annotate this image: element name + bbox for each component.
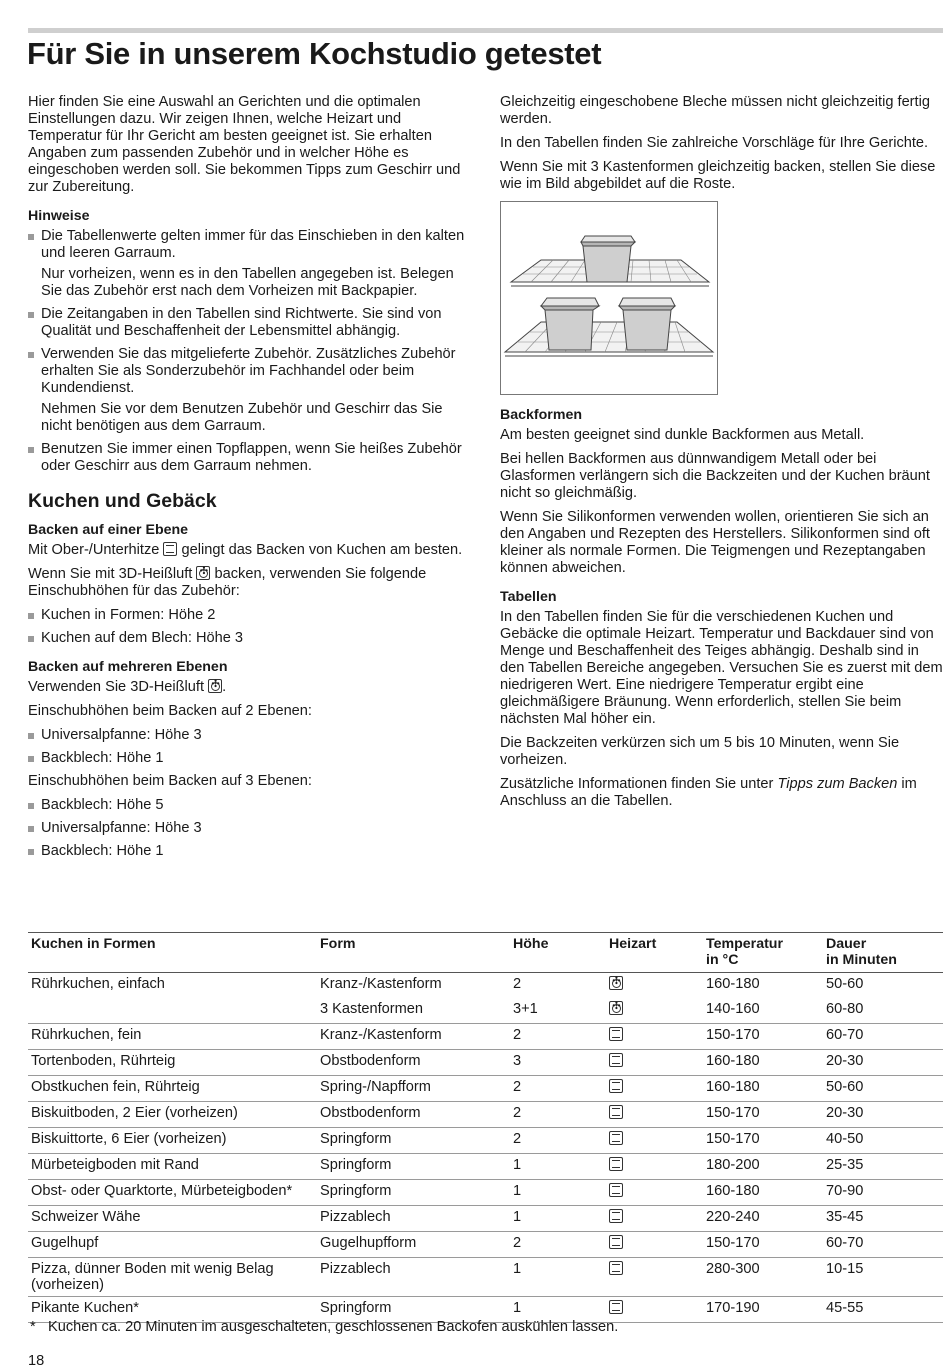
cell-form: Springform (317, 1128, 510, 1154)
right-paragraph-1: Gleichzeitig eingeschobene Bleche müssen nicht gleichzeitig fertig werden. (500, 94, 930, 127)
cell-name: Biskuittorte, 6 Eier (vorheizen) (28, 1128, 317, 1154)
top-bottom-heat-icon (609, 1105, 623, 1119)
cell-temp: 220-240 (703, 1206, 823, 1232)
cell-form: Springform (317, 1154, 510, 1180)
list-item: Universalpfanne: Höhe 3 (28, 820, 472, 837)
cell-hoehe: 2 (510, 1128, 606, 1154)
cell-heizart (606, 1258, 703, 1297)
cell-form: Springform (317, 1297, 510, 1323)
header-form: Form (317, 933, 510, 973)
hinweis-text: Benutzen Sie immer einen Topflappen, wenn Sie heißes Zubehör oder Geschirr aus dem Garraum nehmen. (41, 441, 462, 474)
cell-heizart (606, 1180, 703, 1206)
cell-form: Obstbodenform (317, 1050, 510, 1076)
cell-heizart (606, 1102, 703, 1128)
table-row (28, 1076, 943, 1102)
cell-heizart (606, 1297, 703, 1323)
top-bottom-heat-icon (609, 1183, 623, 1197)
cell-hoehe: 1 (510, 1297, 606, 1323)
cell-temp: 150-170 (703, 1102, 823, 1128)
ebene-paragraph-1: Mit Ober-/Unterhitze gelingt das Backen von Kuchen am besten. (28, 542, 463, 558)
hinweis-text: Die Tabellenwerte gelten immer für das Einschieben in den kalten und leeren Garraum. (41, 228, 465, 261)
table-row (28, 973, 943, 999)
loaf-pans-illustration (500, 201, 718, 395)
right-paragraph-2: In den Tabellen finden Sie zahlreiche Vorschläge für Ihre Gerichte. (500, 135, 929, 151)
cell-dauer: 70-90 (823, 1180, 943, 1206)
ebene-paragraph-2: Wenn Sie mit 3D-Heißluft ✣ backen, verwenden Sie folgende Einschubhöhen für das Zubehör: (28, 566, 472, 600)
list-item: Backblech: Höhe 5 (28, 797, 472, 814)
header-temperatur: Temperatur in °C (703, 933, 823, 973)
top-bottom-heat-icon (609, 1157, 623, 1171)
right-paragraph-3: Wenn Sie mit 3 Kastenformen gleichzeitig backen, stellen Sie diese wie im Bild abgebildet auf die Roste. (500, 159, 936, 192)
cell-name: Rührkuchen, fein (28, 1024, 317, 1050)
tabellen-paragraph: Die Backzeiten verkürzen sich um 5 bis 10 Minuten, wenn Sie vorheizen. (500, 735, 900, 768)
cell-heizart (606, 973, 703, 999)
top-bottom-heat-icon (609, 1053, 623, 1067)
hinweis-text: Die Zeitangaben in den Tabellen sind Richtwerte. Sie sind von Qualität und Beschaffenheit der Lebensmittel abhängig. (41, 306, 442, 339)
tabellen-paragraph: In den Tabellen finden Sie für die verschiedenen Kuchen und Gebäcke die optimale Heizart. Temperatur und Backdauer sind von Menge und Beschaffenheit des Teiges abhängig. Deshalb sind in den Tabellen Bereiche angegeben. Versuchen Sie es zuerst mit dem niedrigeren Wert. Eine niedrigere Temperatur ergibt eine gleichmäßigere Bräunung. Wenn erforderlich, stellen Sie beim nächsten Mal höher ein. (500, 609, 943, 727)
list-item: Kuchen auf dem Blech: Höhe 3 (28, 630, 472, 647)
table-row (28, 1050, 943, 1076)
drei-ebenen-intro: Einschubhöhen beim Backen auf 3 Ebenen: (28, 773, 312, 789)
top-bottom-heat-icon (609, 1261, 623, 1275)
ebene-heading: Backen auf einer Ebene (28, 522, 189, 538)
cell-dauer: 60-70 (823, 1232, 943, 1258)
hinweis-item (28, 306, 472, 340)
hinweis-item (28, 441, 472, 475)
cell-form: Pizzablech (317, 1206, 510, 1232)
cell-heizart (606, 1076, 703, 1102)
left-column (28, 94, 472, 866)
top-bottom-heat-icon (163, 542, 177, 556)
cell-temp: 150-170 (703, 1024, 823, 1050)
header-hoehe: Höhe (510, 933, 606, 973)
fan-icon (208, 679, 222, 693)
hinweise-heading: Hinweise (28, 208, 90, 224)
cell-name: Biskuitboden, 2 Eier (vorheizen) (28, 1102, 317, 1128)
hinweis-text: Nur vorheizen, wenn es in den Tabellen angegeben ist. Belegen Sie das Zubehör erst nach dem Vorheizen mit Backpapier. (41, 266, 454, 299)
cell-name: Pizza, dünner Boden mit wenig Belag (vorheizen) (28, 1258, 317, 1297)
cell-name: Gugelhupf (28, 1232, 317, 1258)
hinweise-list (28, 228, 472, 475)
cell-hoehe: 2 (510, 1102, 606, 1128)
drei-ebenen-list (28, 797, 472, 860)
cell-hoehe: 2 (510, 1076, 606, 1102)
cell-hoehe: 3+1 (510, 998, 606, 1024)
backformen-heading: Backformen (500, 407, 583, 423)
cell-name: Tortenboden, Rührteig (28, 1050, 317, 1076)
fan-icon (609, 1001, 623, 1015)
intro-paragraph: Hier finden Sie eine Auswahl an Gerichten und die optimalen Einstellungen dazu. Wir zeigen Ihnen, welche Heizart und Temperatur für Ihr Gericht am besten geeignet ist. Sie erhalten Angaben zum passenden Zubehör und in welcher Höhe es eingeschoben werden soll. Sie bekommen Tipps zum Geschirr und zur Zubereitung. (28, 94, 461, 195)
zwei-ebenen-intro: Einschubhöhen beim Backen auf 2 Ebenen: (28, 703, 312, 719)
cell-form: Spring-/Napfform (317, 1076, 510, 1102)
cell-dauer: 50-60 (823, 1076, 943, 1102)
table-row (28, 1102, 943, 1128)
top-bottom-heat-icon (609, 1235, 623, 1249)
cell-temp: 160-180 (703, 1050, 823, 1076)
table-row (28, 1206, 943, 1232)
mehrere-heading: Backen auf mehreren Ebenen (28, 659, 228, 675)
header-kuchen: Kuchen in Formen (28, 933, 317, 973)
hinweis-item (28, 228, 472, 300)
table-row (28, 1180, 943, 1206)
cell-hoehe: 1 (510, 1180, 606, 1206)
table-row (28, 1258, 943, 1297)
backformen-paragraph: Am besten geeignet sind dunkle Backformen aus Metall. (500, 427, 865, 443)
page-number: 18 (28, 1353, 45, 1369)
backformen-paragraph: Bei hellen Backformen aus dünnwandigem Metall oder bei Glasformen verlängern sich die Backzeiten und der Kuchen bräunt nicht so gleichmäßig. (500, 451, 930, 501)
cell-dauer: 50-60 (826, 976, 864, 992)
cell-name: Obst- oder Quarktorte, Mürbeteigboden* (28, 1180, 317, 1206)
top-bottom-heat-icon (609, 1027, 623, 1041)
header-dauer: Dauer in Minuten (823, 933, 943, 973)
cell-heizart (606, 1206, 703, 1232)
cell-dauer: 60-70 (823, 1024, 943, 1050)
baking-table (28, 932, 943, 1323)
cell-form: Obstbodenform (317, 1102, 510, 1128)
cell-temp: 150-170 (703, 1232, 823, 1258)
hinweis-item (28, 346, 472, 435)
cell-temp: 280-300 (703, 1258, 823, 1297)
cell-form: Gugelhupfform (317, 1232, 510, 1258)
cell-temp: 140-160 (703, 998, 823, 1024)
footnote: * Kuchen ca. 20 Minuten im ausgeschalteten, geschlossenen Backofen auskühlen lassen. (30, 1319, 619, 1335)
cell-dauer: 10-15 (823, 1258, 943, 1297)
cell-name: Rührkuchen, einfach (31, 976, 165, 992)
cell-hoehe: 2 (510, 1232, 606, 1258)
cell-temp: 160-180 (703, 1076, 823, 1102)
cell-name: Obstkuchen fein, Rührteig (28, 1076, 317, 1102)
cell-form: 3 Kastenformen (317, 998, 510, 1024)
top-bottom-heat-icon (609, 1131, 623, 1145)
cell-hoehe: 2 (513, 976, 522, 992)
cell-dauer: 20-30 (823, 1102, 943, 1128)
cell-heizart (606, 1232, 703, 1258)
header-heizart: Heizart (606, 933, 703, 973)
cell-dauer: 45-55 (823, 1297, 943, 1323)
cell-temp: 170-190 (703, 1297, 823, 1323)
tabellen-heading: Tabellen (500, 589, 557, 605)
table-row (28, 1024, 943, 1050)
cell-hoehe: 2 (510, 1024, 606, 1050)
top-bottom-heat-icon (609, 1079, 623, 1093)
cell-hoehe: 1 (510, 1206, 606, 1232)
fan-icon (196, 566, 210, 580)
fan-icon (609, 976, 623, 990)
list-item: Universalpfanne: Höhe 3 (28, 727, 472, 744)
backformen-paragraph: Wenn Sie Silikonformen verwenden wollen, orientieren Sie sich an den Angaben und Rezepten des Herstellers. Silikonformen sind oft kleiner als normale Formen. Die Teigmengen und Rezeptangaben können abweichen. (500, 509, 930, 576)
cell-name (28, 998, 317, 1024)
cell-heizart (606, 1154, 703, 1180)
top-rule (28, 28, 943, 33)
cell-form: Springform (317, 1180, 510, 1206)
cell-heizart (606, 998, 703, 1024)
table-row (28, 1154, 943, 1180)
top-bottom-heat-icon (609, 1300, 623, 1314)
tabellen-paragraph: Zusätzliche Informationen finden Sie unter Tipps zum Backen im Anschluss an die Tabellen. (500, 776, 917, 809)
zwei-ebenen-list (28, 727, 472, 767)
cell-dauer: 35-45 (823, 1206, 943, 1232)
cell-hoehe: 3 (510, 1050, 606, 1076)
cell-form: Kranz-/Kastenform (320, 976, 442, 992)
top-bottom-heat-icon (609, 1209, 623, 1223)
cell-dauer: 20-30 (823, 1050, 943, 1076)
cell-temp: 150-170 (703, 1128, 823, 1154)
cell-name: Schweizer Wähe (28, 1206, 317, 1232)
cell-heizart (606, 1050, 703, 1076)
cell-temp: 160-180 (706, 976, 760, 992)
list-item: Backblech: Höhe 1 (28, 750, 472, 767)
cell-dauer: 60-80 (823, 998, 943, 1024)
cell-name: Mürbeteigboden mit Rand (28, 1154, 317, 1180)
cell-hoehe: 1 (510, 1258, 606, 1297)
page-title: Für Sie in unserem Kochstudio getestet (27, 36, 602, 71)
cell-dauer: 25-35 (823, 1154, 943, 1180)
tipps-reference: Tipps zum Backen (777, 776, 898, 792)
cell-dauer: 40-50 (823, 1128, 943, 1154)
ebene-list (28, 607, 472, 647)
mehrere-paragraph: Verwenden Sie 3D-Heißluft ✣ . (28, 679, 472, 696)
right-column (500, 94, 943, 817)
cell-name: Pikante Kuchen* (28, 1297, 317, 1323)
cell-temp: 160-180 (703, 1180, 823, 1206)
table-body (28, 973, 943, 1323)
cell-heizart (606, 1128, 703, 1154)
cell-hoehe: 1 (510, 1154, 606, 1180)
list-item: Kuchen in Formen: Höhe 2 (28, 607, 472, 624)
table-row (28, 998, 943, 1024)
cell-form: Kranz-/Kastenform (317, 1024, 510, 1050)
cell-form: Pizzablech (317, 1258, 510, 1297)
table-row (28, 1232, 943, 1258)
list-item: Backblech: Höhe 1 (28, 843, 472, 860)
table-row (28, 1128, 943, 1154)
cell-heizart (606, 1024, 703, 1050)
hinweis-text: Verwenden Sie das mitgelieferte Zubehör. Zusätzliches Zubehör erhalten Sie als Sonderzubehör im Fachhandel oder beim Kundendienst. (41, 346, 456, 396)
table-header-row (28, 933, 943, 973)
hinweis-text: Nehmen Sie vor dem Benutzen Zubehör und Geschirr das Sie nicht benötigen aus dem Garraum. (41, 401, 443, 434)
cell-temp: 180-200 (703, 1154, 823, 1180)
kuchen-heading: Kuchen und Gebäck (28, 490, 217, 512)
